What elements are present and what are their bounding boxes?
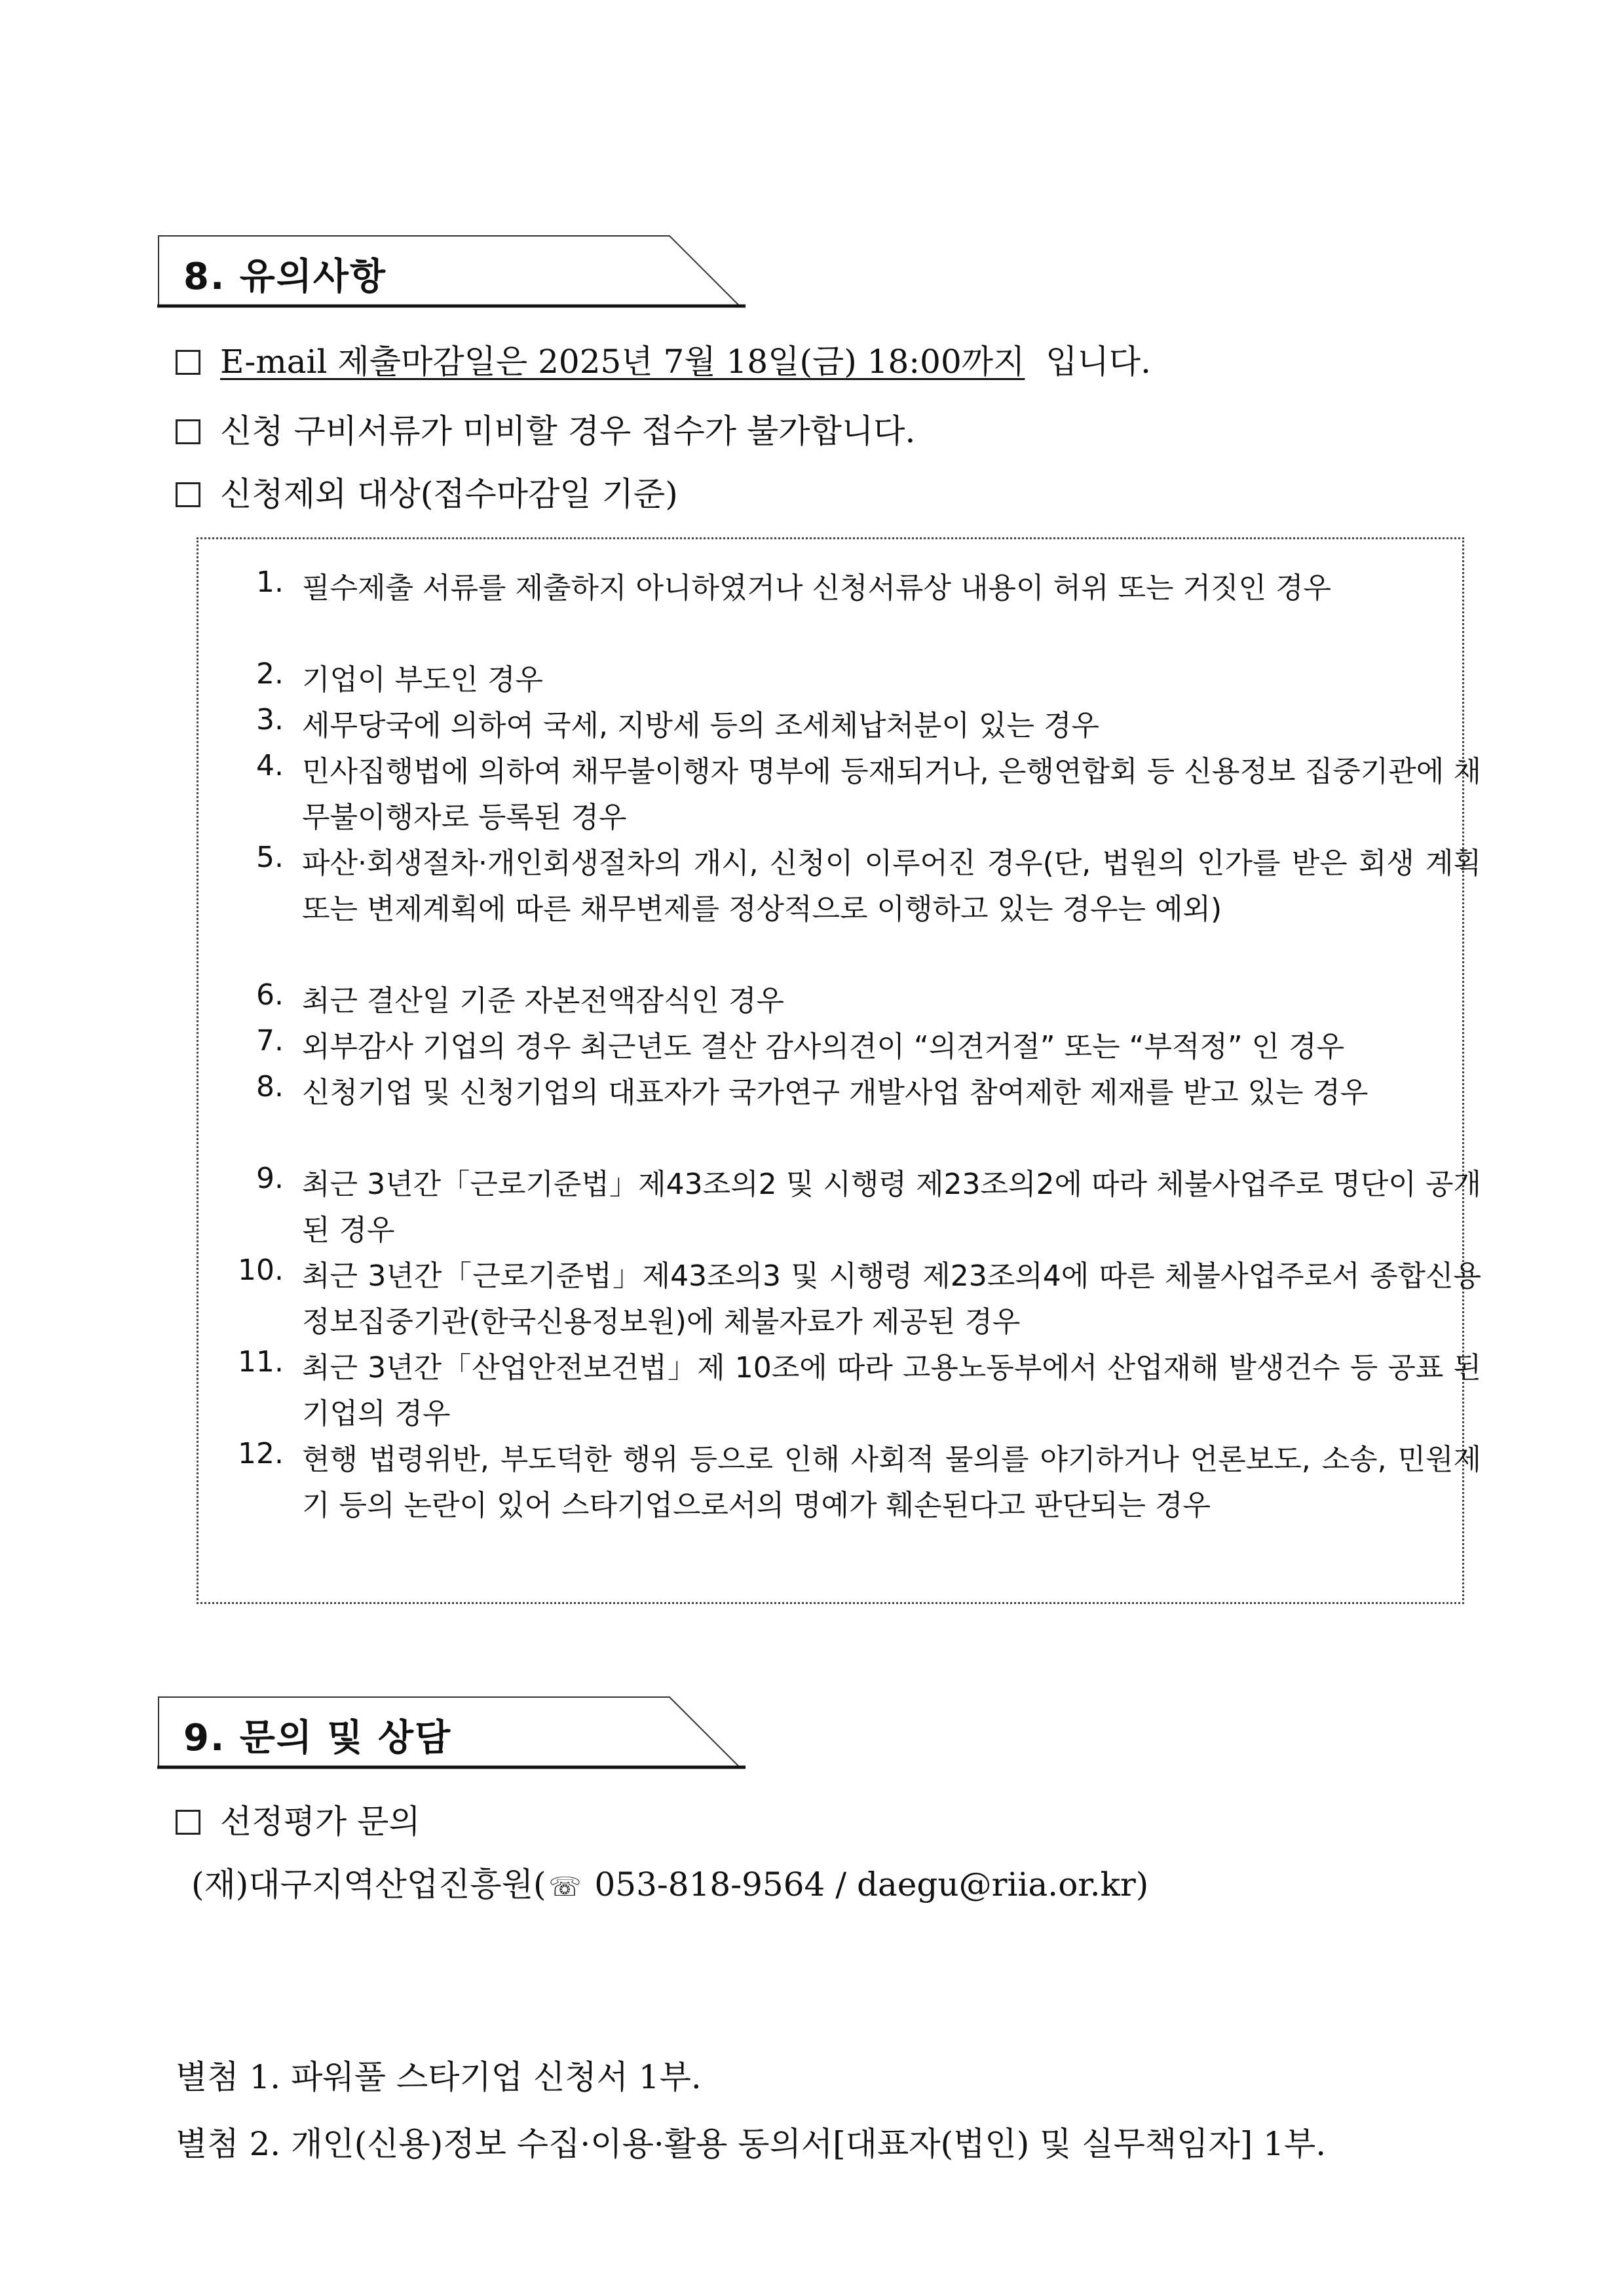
checkbox-icon (176, 1810, 200, 1835)
exclusion-item-text: 최근 결산일 기준 자본전액잠식인 경우 (302, 984, 785, 1018)
deadline-text: E-mail 제출마감일은 2025년 7월 18일(금) 18:00까지 (220, 343, 1025, 381)
exclusion-heading-line (176, 468, 678, 515)
exclusion-item-number: 10. (238, 1253, 284, 1287)
contact-line (191, 1858, 1148, 1905)
exclusion-item-text: 최근 3년간「근로기준법」제43조의2 및 시행령 제23조의2에 따라 체불사업주로 명단이 공개된 경우 (302, 1168, 1481, 1247)
exclusion-item-number: 12. (238, 1437, 284, 1470)
deadline-suffix: 입니다. (1046, 343, 1151, 381)
checkbox-icon (176, 419, 200, 444)
attachment-2: 별첨 2. 개인(신용)정보 수집·이용·활용 동의서[대표자(법인) 및 실무책임자] 1부. (176, 2125, 1327, 2163)
contact-details: 053-818-9564 / daegu@riia.or.kr) (584, 1866, 1149, 1904)
telephone-icon: ☏ (548, 1872, 582, 1902)
exclusion-item-text: 현행 법령위반, 부도덕한 행위 등으로 인해 사회적 물의를 야기하거나 언론보도, 소송, 민원제기 등의 논란이 있어 스타기업으로서의 명예가 훼손된다고 판단되는 경우 (302, 1443, 1482, 1522)
exclusion-item-number: 1. (256, 565, 284, 599)
exclusion-item-number: 8. (256, 1070, 284, 1103)
checkbox-icon (176, 350, 200, 375)
exclusion-item-text: 최근 3년간「산업안전보건법」제 10조에 따라 고용노동부에서 산업재해 발생건수 등 공표 된 기업의 경우 (302, 1351, 1481, 1430)
inquiry-line (176, 1795, 421, 1843)
exclusion-item-text: 민사집행법에 의하여 채무불이행자 명부에 등재되거나, 은행연합회 등 신용정보 집중기관에 채무불이행자로 등록된 경우 (302, 755, 1481, 834)
exclusion-list-box (197, 537, 1482, 1604)
exclusion-item-text: 파산·회생절차·개인회생절차의 개시, 신청이 이루어진 경우(단, 법원의 인가를 받은 회생 계획 또는 변제계획에 따른 채무변제를 정상적으로 이행하고 있는 경우는 예외) (302, 847, 1481, 926)
incomplete-documents-text: 신청 구비서류가 미비할 경우 접수가 불가합니다. (220, 412, 916, 450)
exclusion-item-text: 외부감사 기업의 경우 최근년도 결산 감사의견이 “의견거절” 또는 “부적정” 인 경우 (302, 1030, 1345, 1063)
attachment-1: 별첨 1. 파워풀 스타기업 신청서 1부. (176, 2058, 702, 2096)
checkbox-icon (176, 482, 200, 507)
deadline-line (176, 335, 1151, 383)
exclusion-item-text: 기업이 부도인 경우 (302, 663, 544, 697)
section-9-title: 9. 문의 및 상담 (183, 1717, 452, 1759)
contact-organization: (재)대구지역산업진흥원( (191, 1866, 546, 1904)
section-8-header (157, 235, 747, 308)
exclusion-item-number: 11. (238, 1345, 284, 1379)
incomplete-documents-line (176, 405, 915, 452)
exclusion-item-number: 3. (256, 703, 284, 737)
exclusion-item-number: 2. (256, 657, 284, 691)
section-8-title: 8. 유의사항 (183, 256, 387, 298)
section-9-header (157, 1696, 747, 1769)
exclusion-item-text: 신청기업 및 신청기업의 대표자가 국가연구 개발사업 참여제한 제재를 받고 있는 경우 (302, 1076, 1369, 1109)
exclusion-item-number: 5. (256, 841, 284, 874)
exclusion-item-text: 최근 3년간「근로기준법」제43조의3 및 시행령 제23조의4에 따른 체불사업주로서 종합신용 정보집중기관(한국신용정보원)에 체불자료가 제공된 경우 (302, 1259, 1481, 1339)
exclusion-heading-text: 신청제외 대상(접수마감일 기준) (220, 475, 678, 513)
exclusion-item-text: 필수제출 서류를 제출하지 아니하였거나 신청서류상 내용이 허위 또는 거짓인 경우 (302, 571, 1332, 605)
exclusion-item-number: 4. (256, 749, 284, 782)
exclusion-item-number: 9. (256, 1162, 284, 1195)
exclusion-item-text: 세무당국에 의하여 국세, 지방세 등의 조세체납처분이 있는 경우 (302, 709, 1099, 742)
inquiry-text: 선정평가 문의 (220, 1803, 421, 1841)
exclusion-item-number: 6. (256, 978, 284, 1012)
exclusion-item-number: 7. (256, 1024, 284, 1058)
